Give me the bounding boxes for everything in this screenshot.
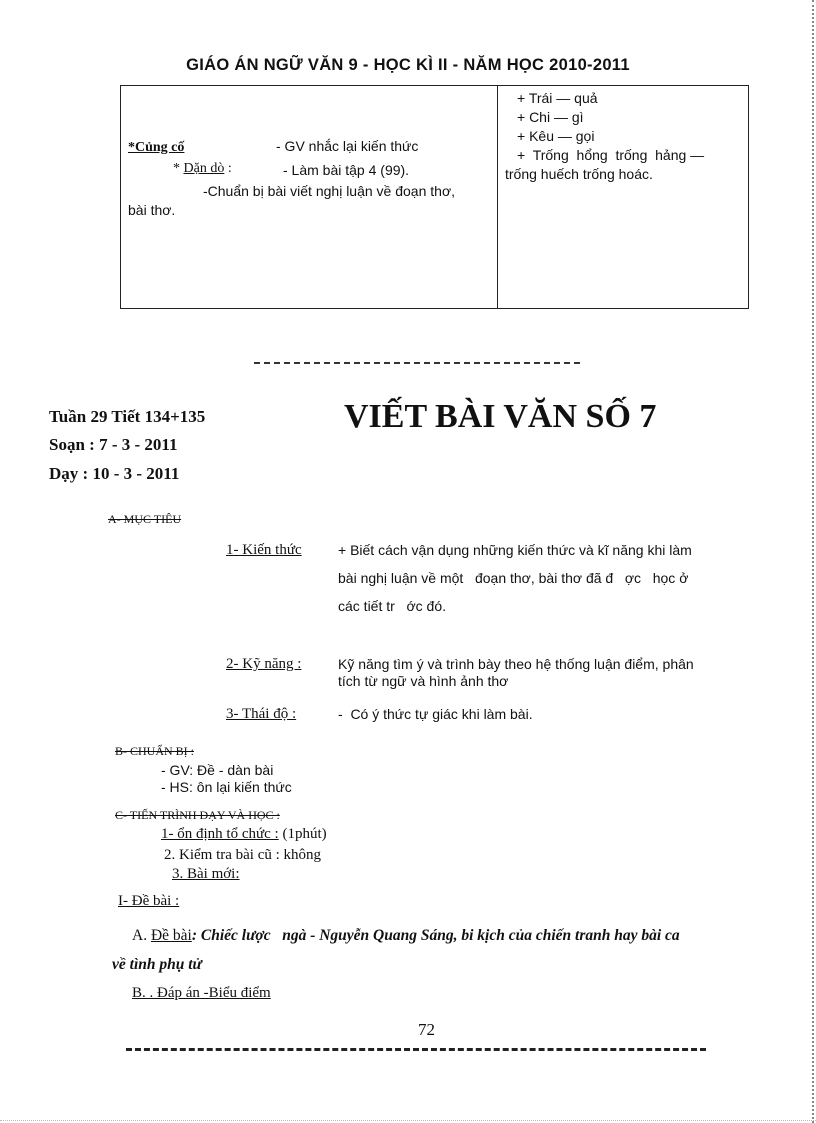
page-edge-border xyxy=(812,0,814,1123)
page-header: GIÁO ÁN NGỮ VĂN 9 - HỌC KÌ II - NĂM HỌC 2010-2011 xyxy=(186,56,630,74)
page-number: 72 xyxy=(418,1020,435,1039)
ky-nang-label: 2- Kỹ năng : xyxy=(226,656,302,672)
ky-nang-line-2: tích từ ngữ và hình ảnh thơ xyxy=(338,673,509,689)
lesson-title: VIẾT BÀI VĂN SỐ 7 xyxy=(344,398,657,435)
soan-date: Soạn : 7 - 3 - 2011 xyxy=(49,435,178,454)
section-separator xyxy=(254,362,580,364)
thai-do-text: - Có ý thức tự giác khi làm bài. xyxy=(338,706,533,722)
dan-do-text: - Làm bài tập 4 (99). xyxy=(283,162,410,178)
page-bottom-border xyxy=(0,1120,816,1121)
right-line-5: trống huếch trống hoác. xyxy=(505,166,653,182)
kien-thuc-label: 1- Kiến thức xyxy=(226,542,302,558)
thai-do-label: 3- Thái độ : xyxy=(226,706,297,722)
c-item-3: 3. Bài mới: xyxy=(172,866,240,882)
section-a-heading: A- MỤC TIÊU xyxy=(108,512,182,526)
kien-thuc-line-2: bài nghị luận về một đoạn thơ, bài thơ đã đ ợc học ở xyxy=(338,570,689,586)
footer-separator xyxy=(126,1048,706,1051)
right-line-2: + Chi — gì xyxy=(517,109,584,125)
cung-co-text: - GV nhắc lại kiến thức xyxy=(276,138,419,154)
kien-thuc-line-3: các tiết tr ớc đó. xyxy=(338,598,446,614)
right-line-4: + Trống hổng trống hảng — xyxy=(517,147,705,163)
right-line-3: + Kêu — gọi xyxy=(517,128,595,144)
kien-thuc-line-1: + Biết cách vận dụng những kiến thức và kĩ năng khi làm xyxy=(338,542,692,558)
table-column-divider xyxy=(497,86,498,308)
day-date: Dạy : 10 - 3 - 2011 xyxy=(49,464,180,483)
dap-an-heading: B. . Đáp án -Biểu điểm xyxy=(132,985,271,1001)
prep-line-1: -Chuẩn bị bài viết nghị luận về đoạn thơ, xyxy=(203,183,456,199)
right-line-1: + Trái — quả xyxy=(517,90,598,106)
section-c-heading: C- TIẾN TRÌNH DẠY VÀ HỌC : xyxy=(115,808,280,822)
de-bai-heading: I- Đề bài : xyxy=(118,893,180,909)
prep-hs: - HS: ôn lại kiến thức xyxy=(161,779,292,795)
de-bai-a: A. Đề bài: Chiếc lược ngà - Nguyễn Quang Sáng, bi kịch của chiến tranh hay bài ca xyxy=(132,927,680,944)
prep-gv: - GV: Đề - dàn bài xyxy=(161,762,274,778)
section-b-heading: B- CHUẨN BỊ : xyxy=(115,744,195,758)
c-item-1: 1- ổn định tổ chức : (1phút) xyxy=(161,826,327,842)
c-item-2: 2. Kiểm tra bài cũ : không xyxy=(164,847,322,863)
dan-do-label: * Dặn dò : xyxy=(173,161,232,176)
ky-nang-line-1: Kỹ năng tìm ý và trình bày theo hệ thống luận điểm, phân xyxy=(338,656,694,672)
activity-table xyxy=(120,85,749,309)
de-bai-a-line-2: về tình phụ tử xyxy=(112,956,202,973)
prep-line-2: bài thơ. xyxy=(128,202,176,218)
cung-co-label: *Củng cố xyxy=(128,140,185,155)
week-info: Tuần 29 Tiết 134+135 xyxy=(49,407,206,426)
